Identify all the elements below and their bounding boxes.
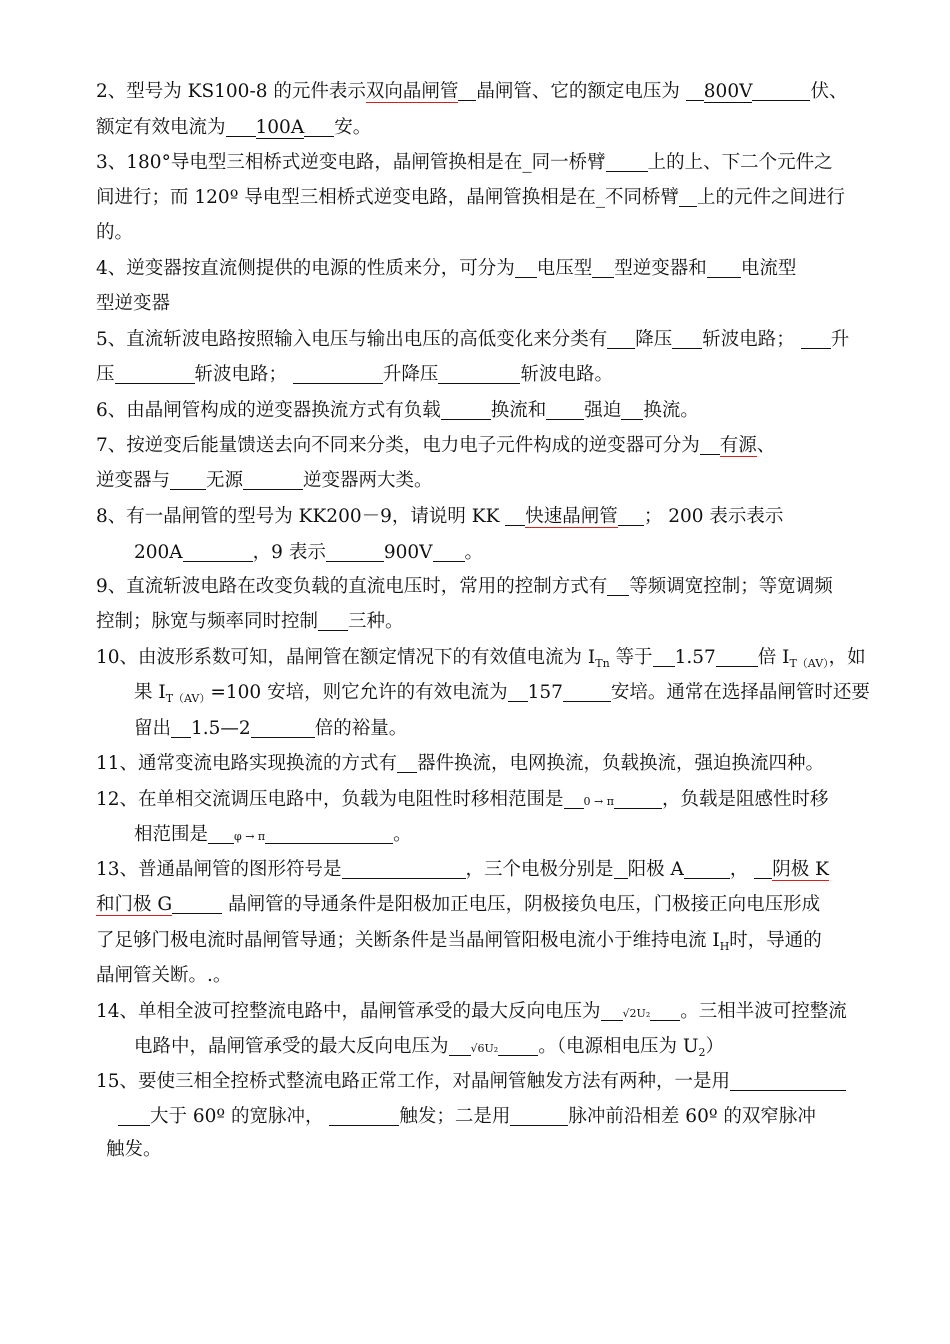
answer-q14-three-phase: √6U₂: [470, 1042, 499, 1055]
answer-q4-current: 电流型: [740, 258, 797, 279]
answer-q4-voltage: 电压型: [536, 258, 593, 279]
answer-q10-current: 157: [527, 682, 563, 703]
question-6-line-1: 6、由晶闸管构成的逆变器换流方式有负载 换流和 强迫 换流。: [96, 400, 699, 421]
question-14-line-1: 14、单相全波可控整流电路中，晶闸管承受的最大反向电压为 √2U₂ 。三相半波可控整流: [96, 1001, 847, 1022]
question-13-line-2: 和门极 G 晶闸管的导通条件是阳极加正电压，阴极接负电压，门极接正向电压形成: [96, 894, 821, 915]
answer-q8-fast-scr: 快速晶闸管: [525, 506, 618, 527]
question-13-line-4: 晶闸管关断。.。: [96, 965, 232, 986]
answer-q12-range-r: 0 → π: [583, 795, 614, 808]
question-2-line-2: 额定有效电流为 100A 安。: [96, 117, 372, 138]
question-3-line-3: 的。: [96, 222, 134, 243]
question-8-line-2: 200A ，9 表示 900V 。: [134, 542, 484, 563]
answer-q5-boost-a: 升: [830, 329, 850, 350]
answer-q2-type: 双向晶闸管: [365, 81, 459, 102]
answer-q13-cathode: 阴极 K: [772, 859, 829, 880]
answer-q8-current: 200A: [134, 542, 183, 563]
question-2-line-1: 2、型号为 KS100-8 的元件表示双向晶闸管 晶闸管、它的额定电压为 800V 伏、: [96, 81, 848, 102]
answer-q5-boost-b: 压: [96, 364, 115, 385]
answer-q5-buck: 降压: [635, 329, 673, 350]
question-10-line-1: 10、由波形系数可知，晶闸管在额定情况下的有效值电流为 $I_{Tn}$ 等于 1.57 倍 $I_{T(AV)}$，如: [96, 647, 866, 670]
question-3-line-2: 间进行；而 120º 导电型三相桥式逆变电路，晶闸管换相是在_不同桥臂 上的元件之间进行: [96, 187, 846, 208]
question-14-line-2: 电路中，晶闸管承受的最大反向电压为 √6U₂ 。（电源相电压为 $U_2$）: [134, 1036, 724, 1059]
question-12-line-1: 12、在单相交流调压电路中，负载为电阻性时移相范围是 0 → π ，负载是阻感性时移: [96, 789, 829, 810]
question-13-line-1: 13、普通晶闸管的图形符号是 ，三个电极分别是 阳极 A ， 阴极 K: [96, 859, 829, 880]
question-4-line-1: 4、逆变器按直流侧提供的电源的性质来分，可分为 电压型 型逆变器和 电流型: [96, 258, 797, 279]
answer-q10-ratio: 1.57: [674, 647, 716, 668]
question-11-line-1: 11、通常变流电路实现换流的方式有 器件换流，电网换流，负载换流，强迫换流四种。: [96, 753, 825, 774]
question-3-line-1: 3、180°导电型三相桥式逆变电路，晶闸管换相是在_同一桥臂 上的上、下二个元件之: [96, 152, 833, 173]
question-8-line-1: 8、有一晶闸管的型号为 KK200－9，请说明 KK 快速晶闸管 ； 200 表示表示: [96, 506, 784, 527]
answer-q14-single-phase: √2U₂: [622, 1007, 651, 1020]
question-15-line-1: 15、要使三相全控桥式整流电路正常工作，对晶闸管触发方法有两种，一是用: [96, 1066, 904, 1098]
question-10-line-2: 果 $I_{T(AV)}=100$ 安培，则它允许的有效电流为 157 安培。通常在选择晶闸管时还要: [134, 682, 870, 705]
question-9-line-2: 控制；脉宽与频率同时控制 三种。: [96, 611, 404, 632]
question-15-line-3: 触发。: [106, 1139, 162, 1160]
question-12-line-2: 相范围是 φ → π 。: [134, 824, 412, 845]
question-7-line-2: 逆变器与 无源 逆变器两大类。: [96, 470, 433, 491]
question-5-line-1: 5、直流斩波电路按照输入电压与输出电压的高低变化来分类有 降压 斩波电路； 升: [96, 329, 850, 350]
question-10-line-3: 留出 1.5—2 倍的裕量。: [134, 718, 408, 739]
answer-q2-voltage: 800V: [703, 81, 753, 102]
question-4-line-2: 型逆变器: [96, 293, 171, 314]
answer-q13-gate: 和门极 G: [96, 894, 173, 915]
answer-q7-passive: 无源: [206, 470, 244, 491]
answer-q7-active: 有源: [719, 435, 757, 456]
answer-q10-margin: 1.5—2: [191, 718, 251, 739]
answer-q6-forced: 强迫: [584, 400, 622, 421]
answer-q12-range-rl: φ → π: [234, 830, 266, 843]
question-9-line-1: 9、直流斩波电路在改变负载的直流电压时，常用的控制方式有 等频调宽控制；等宽调频: [96, 576, 833, 597]
answer-q8-voltage: 900V: [383, 542, 433, 563]
question-7-line-1: 7、按逆变后能量馈送去向不同来分类，电力电子元件构成的逆变器可分为 有源、: [96, 435, 776, 456]
answer-q5-buck-boost: 升降压: [382, 364, 439, 385]
question-5-line-2: 压 斩波电路； 升降压 斩波电路。: [96, 364, 613, 385]
question-13-line-3: 了足够门极电流时晶闸管导通；关断条件是当晶闸管阳极电流小于维持电流 $I_H$时，导通的: [96, 930, 822, 953]
answer-q13-anode: 阳极 A: [627, 859, 684, 880]
answer-q2-current: 100A: [255, 117, 305, 138]
question-15-line-2: 大于 60º 的宽脉冲， 触发；二是用 脉冲前沿相差 60º 的双窄脉冲: [118, 1101, 904, 1133]
